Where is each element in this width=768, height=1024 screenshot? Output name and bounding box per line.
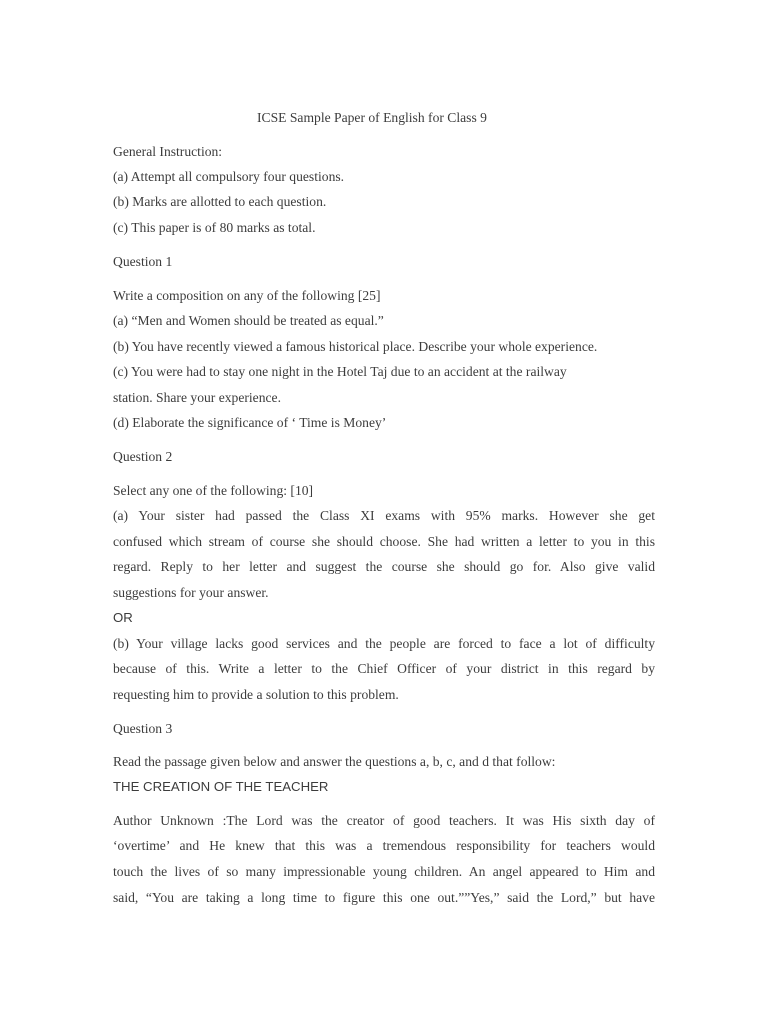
question-1-heading: Question 1	[113, 254, 173, 269]
general-instruction-heading: General Instruction:	[113, 144, 223, 159]
question-1-option: (b) You have recently viewed a famous historical place. Describe your whole experience.	[113, 339, 598, 354]
question-1-option: (c) You were had to stay one night in the Hotel Taj due to an accident at the railway	[113, 364, 567, 379]
instruction-item: (a) Attempt all compulsory four questions.	[113, 169, 345, 184]
passage-line: said, “You are taking a long time to figure this one out.””Yes,” said the Lord,” but have	[113, 890, 655, 905]
passage-line: ‘overtime’ and He knew that this was a tremendous responsibility for teachers would	[113, 838, 655, 853]
instruction-item: (c) This paper is of 80 marks as total.	[113, 220, 316, 235]
question-2-option-b-line: because of this. Write a letter to the Chief Officer of your district in this regard by	[113, 661, 655, 676]
question-1-prompt: Write a composition on any of the following [25]	[113, 288, 381, 303]
question-1-option: (d) Elaborate the significance of ‘ Time is Money’	[113, 415, 387, 430]
question-2-prompt: Select any one of the following: [10]	[113, 483, 314, 498]
instruction-item: (b) Marks are allotted to each question.	[113, 194, 327, 209]
question-2-option-a-line: confused which stream of course she should choose. She had written a letter to you in this	[113, 534, 655, 549]
question-3-heading: Question 3	[113, 721, 173, 736]
question-1-option: station. Share your experience.	[113, 390, 281, 405]
question-2-option-b-line: (b) Your village lacks good services and the people are forced to face a lot of difficulty	[113, 636, 655, 651]
document-title: ICSE Sample Paper of English for Class 9	[257, 110, 487, 125]
question-2-option-b-line: requesting him to provide a solution to this problem.	[113, 687, 399, 702]
passage-line: touch the lives of so many impressionable young children. An angel appeared to Him and	[113, 864, 655, 879]
question-3-prompt: Read the passage given below and answer the questions a, b, c, and d that follow:	[113, 754, 556, 769]
question-2-option-a-line: regard. Reply to her letter and suggest the course she should go for. Also give valid	[113, 559, 655, 574]
question-2-heading: Question 2	[113, 449, 173, 464]
question-2-or: OR	[113, 610, 133, 625]
passage-line: Author Unknown :The Lord was the creator of good teachers. It was His sixth day of	[113, 813, 655, 828]
question-2-option-a-line: (a) Your sister had passed the Class XI exams with 95% marks. However she get	[113, 508, 655, 523]
question-1-option: (a) “Men and Women should be treated as equal.”	[113, 313, 384, 328]
question-2-option-a-line: suggestions for your answer.	[113, 585, 269, 600]
passage-title: THE CREATION OF THE TEACHER	[113, 779, 329, 794]
